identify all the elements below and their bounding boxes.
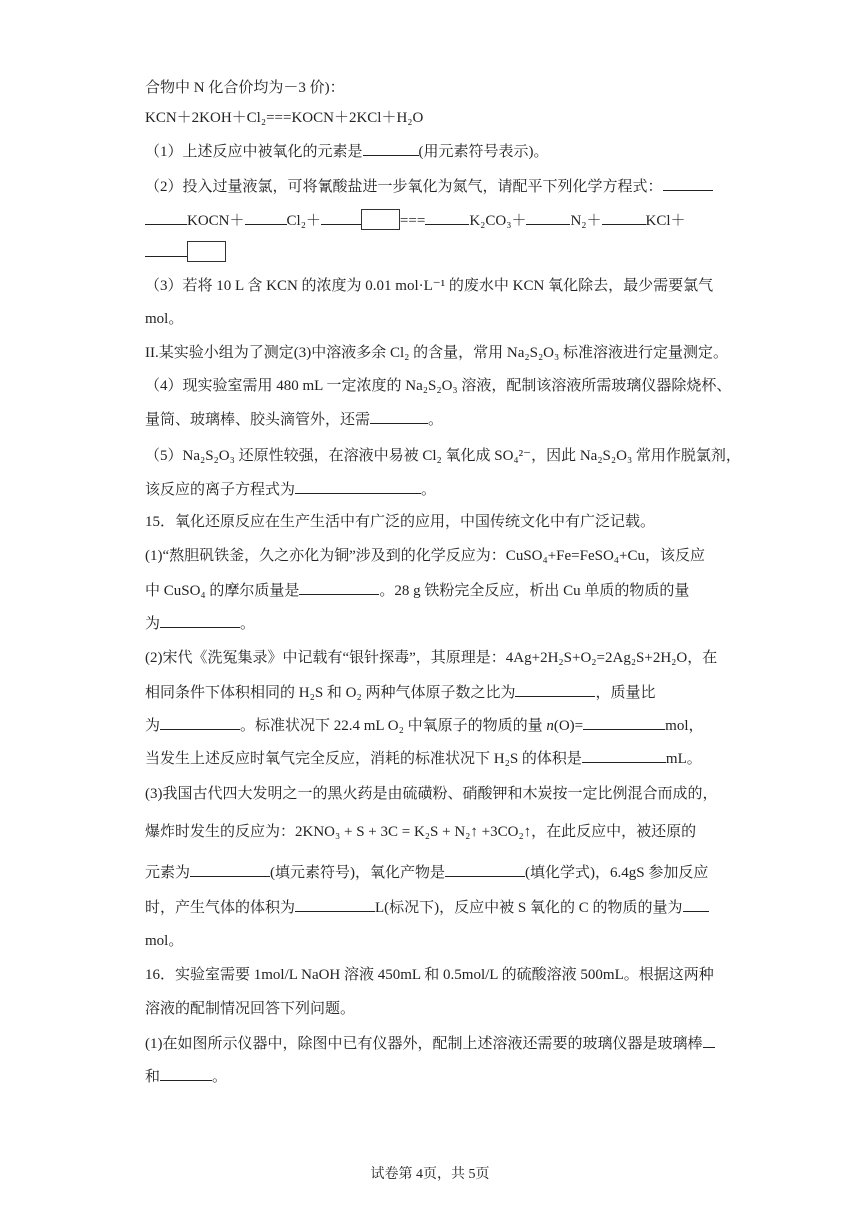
answer-blank[interactable] [370, 409, 428, 424]
answer-blank[interactable] [663, 176, 713, 191]
balance-equation-line-2 [145, 241, 226, 263]
coefficient-blank[interactable] [425, 210, 469, 225]
text: N₂＋ [570, 213, 602, 229]
text-line [145, 78, 345, 98]
question-2 [145, 176, 713, 197]
answer-blank[interactable] [683, 897, 709, 912]
text: ，质量比 [595, 685, 656, 701]
answer-blank[interactable] [582, 748, 666, 763]
text: 为 [145, 718, 161, 734]
problem-15-3 [145, 784, 718, 804]
text: (3)我国古代四大发明之一的黑火药是由硫磺粉、硝酸钾和木炭按一定比例混合而成的， [145, 786, 718, 802]
text: 时，产生气体的体积为 [145, 900, 296, 916]
question-4 [145, 376, 731, 396]
problem-15-3-cont [145, 822, 696, 842]
problem-15-2-cont [145, 682, 655, 703]
text: 元素为 [145, 865, 191, 881]
answer-blank[interactable] [703, 1033, 715, 1048]
problem-15-1 [145, 546, 705, 566]
text: 16．实验室需要 1mol/L NaOH 溶液 450mL 和 0.5mol/L 的硫酸溶液 500mL。根据这两种 [145, 967, 714, 983]
problem-16 [145, 965, 714, 985]
coefficient-blank[interactable] [321, 210, 361, 225]
text: 爆炸时发生的反应为： [145, 824, 296, 840]
text: II.某实验小组为了测定(3)中溶液多余 Cl₂ 的含量，常用 Na₂S₂O₃ 标准溶液进行定量测定。 [145, 345, 728, 361]
text: mol。 [145, 311, 184, 327]
coefficient-blank[interactable] [145, 242, 187, 257]
text: mol， [665, 718, 704, 734]
italic-n: n [546, 718, 554, 734]
problem-16-1-cont [145, 1066, 227, 1087]
text: (填化学式)，6.4gS 参加反应 [525, 865, 709, 881]
problem-15-1-cont2 [145, 613, 255, 634]
text: 。 [212, 1069, 228, 1085]
problem-15-2-cont3 [145, 748, 702, 769]
text: （2）投入过量液氯，可将氰酸盐进一步氧化为氮气，请配平下列化学方程式： [145, 179, 663, 195]
text: === [399, 213, 426, 229]
text: 为 [145, 616, 161, 632]
text: 相同条件下体积相同的 H₂S 和 O₂ 两种气体原子数之比为 [145, 685, 516, 701]
answer-blank[interactable] [295, 479, 421, 494]
problem-16-1 [145, 1033, 715, 1054]
text: (2)宋代《洗冤集录》中记载有“银针探毒”，其原理是：4Ag+2H₂S+O₂=2Ag₂S+2H₂O，在 [145, 650, 718, 666]
problem-15-title [145, 512, 655, 532]
text: K₂CO₃＋ [469, 213, 527, 229]
text: mol。 [145, 933, 184, 949]
equation-line [145, 108, 423, 128]
answer-blank[interactable] [160, 715, 240, 730]
question-3-cont [145, 309, 183, 329]
answer-blank[interactable] [299, 580, 379, 595]
question-4-cont [145, 409, 443, 430]
text: KCl＋ [645, 213, 686, 229]
text: （1）上述反应中被氧化的元素是 [145, 144, 363, 160]
question-1 [145, 141, 549, 162]
balance-equation-line [145, 209, 686, 231]
text: （4）现实验室需用 480 mL 一定浓度的 Na₂S₂O₃ 溶液，配制该溶液所需玻璃仪器除烧杯、 [145, 378, 732, 394]
text: Cl₂＋ [286, 213, 321, 229]
answer-blank[interactable] [445, 862, 525, 877]
text: 和 [145, 1069, 161, 1085]
text: 合物中 N 化合价均为－3 价)： [145, 80, 345, 96]
text: 。 [421, 482, 437, 498]
coefficient-blank[interactable] [526, 210, 570, 225]
text: 溶液的配制情况回答下列问题。 [145, 1001, 356, 1017]
text: (填元素符号)，氧化产物是 [270, 865, 446, 881]
answer-blank[interactable] [160, 1066, 212, 1081]
problem-15-3-cont4 [145, 931, 183, 951]
text: (1)在如图所示仪器中，除图中已有仪器外，配制上述溶液还需要的玻璃仪器是玻璃棒 [145, 1036, 703, 1052]
problem-15-2-cont2 [145, 715, 704, 736]
problem-16-cont [145, 999, 355, 1019]
reaction-equation: 2KNO₃ + S + 3C = K₂S + N₂↑ +3CO₂↑ [295, 824, 532, 840]
text: ，在此反应中，被还原的 [531, 824, 697, 840]
formula-box[interactable] [187, 241, 226, 262]
text: 当发生上述反应时氧气完全反应，消耗的标准状况下 H₂S 的体积是 [145, 751, 582, 767]
text: L(标况下)，反应中被 S 氧化的 C 的物质的量为 [375, 900, 683, 916]
text: 。28 g 铁粉完全反应，析出 Cu 单质的物质的量 [379, 583, 690, 599]
page-footer: 试卷第 4页，共 5页 [370, 1167, 490, 1182]
text: 该反应的离子方程式为 [145, 482, 296, 498]
text: (用元素符号表示)。 [418, 144, 549, 160]
answer-blank[interactable] [190, 862, 270, 877]
text: 。 [240, 616, 256, 632]
question-5 [145, 446, 741, 466]
question-5-cont [145, 479, 436, 500]
text: 。标准状况下 22.4 mL O₂ 中氧原子的物质的量 [240, 718, 547, 734]
answer-blank[interactable] [160, 613, 240, 628]
text: （3）若将 10 L 含 KCN 的浓度为 0.01 mol·L⁻¹ 的废水中 KCN 氧化除去，最少需要氯气 [145, 278, 714, 294]
answer-blank[interactable] [583, 715, 665, 730]
text: 量筒、玻璃棒、胶头滴管外，还需 [145, 412, 371, 428]
problem-15-1-cont [145, 580, 689, 601]
section-ii [145, 343, 728, 363]
text: KOCN＋ [187, 213, 245, 229]
text: 15．氧化还原反应在生产生活中有广泛的应用，中国传统文化中有广泛记载。 [145, 514, 656, 530]
text: mL。 [665, 751, 702, 767]
problem-15-3-cont2 [145, 862, 708, 883]
text: 中 CuSO₄ 的摩尔质量是 [145, 583, 300, 599]
problem-15-2 [145, 648, 717, 668]
coefficient-blank[interactable] [602, 210, 646, 225]
text: (O)= [553, 718, 584, 734]
formula-box[interactable] [361, 209, 400, 230]
text: （5）Na₂S₂O₃ 还原性较强，在溶液中易被 Cl₂ 氧化成 SO₄²⁻，因此 Na₂S₂O₃ 常用作脱氯剂， [145, 448, 741, 464]
text: 。 [428, 412, 444, 428]
answer-blank[interactable] [295, 897, 375, 912]
coefficient-blank[interactable] [245, 210, 287, 225]
question-3 [145, 276, 713, 296]
coefficient-blank[interactable] [145, 210, 187, 225]
answer-blank[interactable] [515, 682, 595, 697]
equation: KCN＋2KOH＋Cl₂===KOCN＋2KCl＋H₂O [145, 110, 424, 126]
text: (1)“熬胆矾铁釜，久之亦化为铜”涉及到的化学反应为：CuSO₄+Fe=FeSO₄+Cu，该反应 [145, 548, 706, 564]
answer-blank[interactable] [363, 141, 419, 156]
problem-15-3-cont3 [145, 897, 709, 918]
